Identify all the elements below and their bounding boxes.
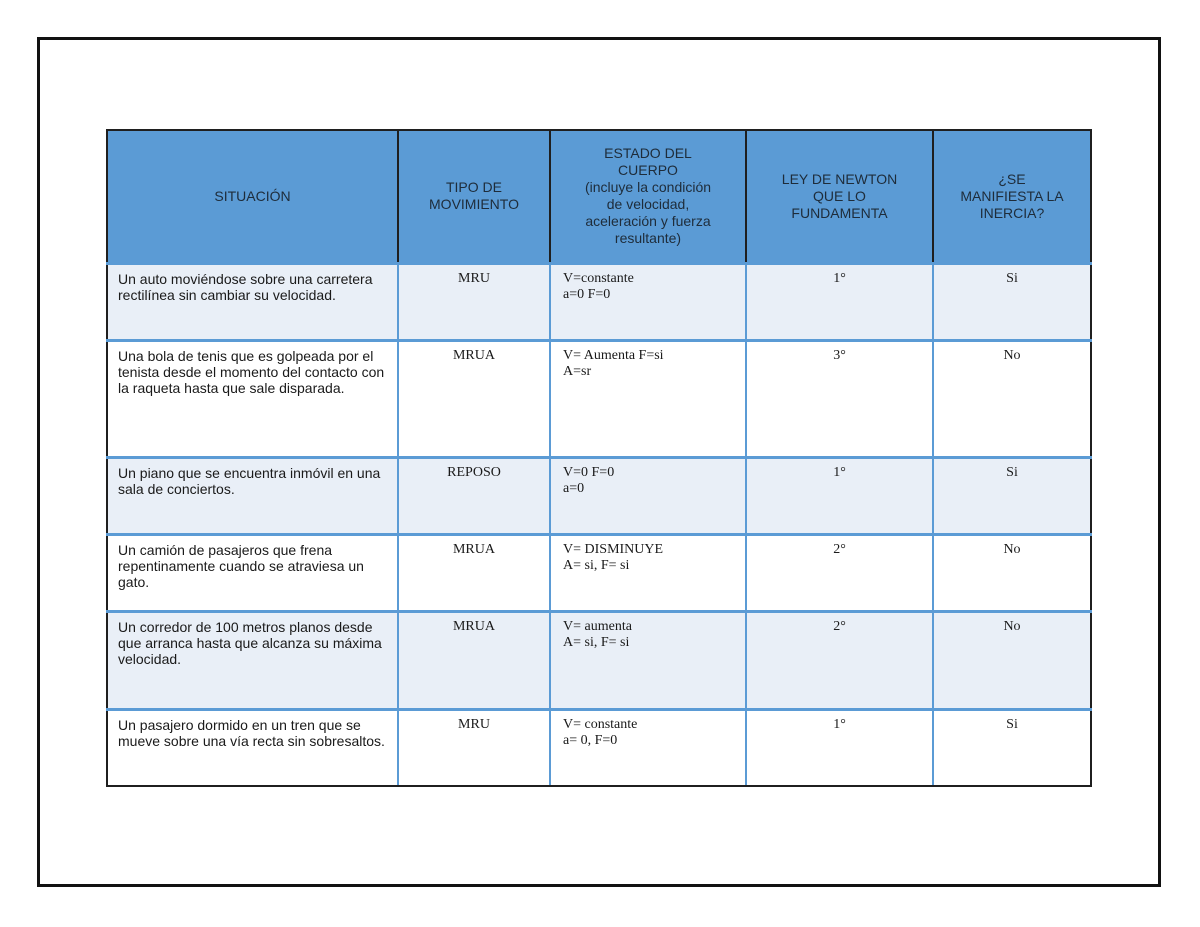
cell-situacion: Un piano que se encuentra inmóvil en una sala de conciertos.	[107, 457, 398, 534]
cell-inercia: No	[933, 611, 1091, 709]
cell-situacion: Una bola de tenis que es golpeada por el tenista desde el momento del contacto con la raqueta hasta que sale disparada.	[107, 340, 398, 457]
cell-inercia: Si	[933, 457, 1091, 534]
cell-estado: V= DISMINUYE A= si, F= si	[550, 534, 746, 611]
cell-tipo: MRUA	[398, 340, 550, 457]
cell-tipo: REPOSO	[398, 457, 550, 534]
header-tipo-movimiento: TIPO DE MOVIMIENTO	[398, 130, 550, 263]
table-row	[107, 709, 1091, 786]
cell-ley: 1°	[746, 457, 933, 534]
cell-situacion: Un pasajero dormido en un tren que se mueve sobre una vía recta sin sobresaltos.	[107, 709, 398, 786]
cell-inercia: No	[933, 340, 1091, 457]
table-row	[107, 457, 1091, 534]
header-ley-newton: LEY DE NEWTON QUE LO FUNDAMENTA	[746, 130, 933, 263]
cell-estado: V= constante a= 0, F=0	[550, 709, 746, 786]
table-row	[107, 263, 1091, 340]
cell-tipo: MRUA	[398, 534, 550, 611]
cell-tipo: MRU	[398, 709, 550, 786]
newton-laws-table	[106, 129, 1092, 787]
header-inercia: ¿SE MANIFIESTA LA INERCIA?	[933, 130, 1091, 263]
cell-estado: V= aumenta A= si, F= si	[550, 611, 746, 709]
table-header-row	[107, 130, 1091, 263]
cell-inercia: Si	[933, 709, 1091, 786]
table-row	[107, 534, 1091, 611]
header-estado-cuerpo: ESTADO DEL CUERPO (incluye la condición de velocidad, aceleración y fuerza resultante)	[550, 130, 746, 263]
header-situacion: SITUACIÓN	[107, 130, 398, 263]
cell-tipo: MRUA	[398, 611, 550, 709]
cell-situacion: Un auto moviéndose sobre una carretera rectilínea sin cambiar su velocidad.	[107, 263, 398, 340]
cell-inercia: No	[933, 534, 1091, 611]
cell-situacion: Un camión de pasajeros que frena repentinamente cuando se atraviesa un gato.	[107, 534, 398, 611]
cell-tipo: MRU	[398, 263, 550, 340]
cell-ley: 3°	[746, 340, 933, 457]
table-row	[107, 340, 1091, 457]
cell-inercia: Si	[933, 263, 1091, 340]
cell-estado: V=constante a=0 F=0	[550, 263, 746, 340]
cell-estado: V= Aumenta F=si A=sr	[550, 340, 746, 457]
cell-ley: 2°	[746, 534, 933, 611]
cell-ley: 1°	[746, 709, 933, 786]
table-row	[107, 611, 1091, 709]
cell-ley: 1°	[746, 263, 933, 340]
cell-estado: V=0 F=0 a=0	[550, 457, 746, 534]
cell-ley: 2°	[746, 611, 933, 709]
cell-situacion: Un corredor de 100 metros planos desde que arranca hasta que alcanza su máxima velocidad.	[107, 611, 398, 709]
